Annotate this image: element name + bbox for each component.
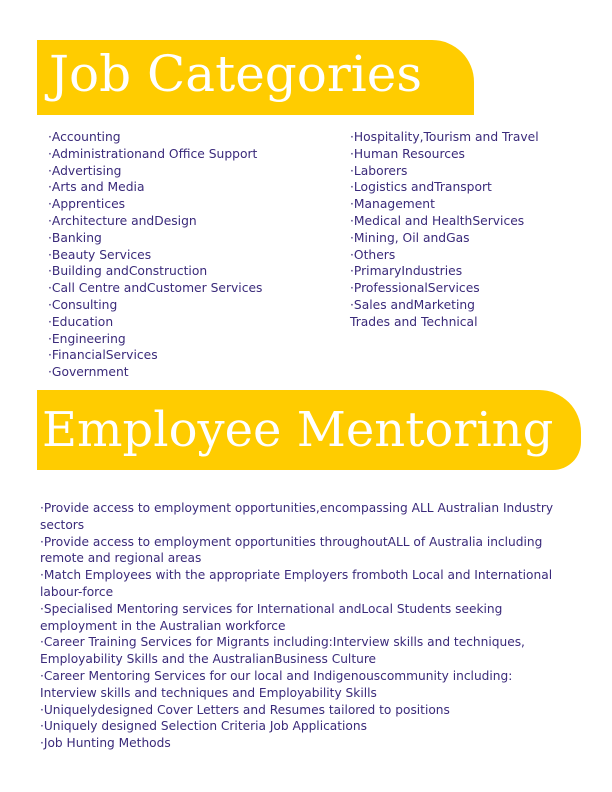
list-item: ·Accounting <box>48 130 121 144</box>
list-item: ·FinancialServices <box>48 348 158 363</box>
list-item: ·Others <box>350 247 396 262</box>
list-item: ·Laborers <box>350 163 408 178</box>
list-item: ·ProfessionalServices <box>350 281 480 296</box>
list-item: ·Career Training Services for Migrants including:Interview skills and techniques, Employability Skills and the AustralianBusiness Culture <box>40 635 525 667</box>
job-categories-right-column <box>350 129 539 331</box>
job-categories-heading: Job Categories <box>37 40 474 115</box>
list-item: ·Career Mentoring Services for our local and Indigenouscommunity including: Interview skills and techniques and Employability Skills <box>40 668 513 700</box>
list-item: ·Advertising <box>48 163 122 178</box>
list-item: ·Administrationand Office Support <box>48 146 258 161</box>
job-categories-left-column <box>48 129 262 381</box>
list-item: ·Provide access to employment opportunities throughoutALL of Australia including remote and regional areas <box>40 534 543 566</box>
list-item: ·Education <box>48 314 114 329</box>
employee-mentoring-heading: Employee Mentoring <box>37 390 581 470</box>
list-item: ·Management <box>350 197 435 212</box>
list-item: ·Logistics andTransport <box>350 180 492 195</box>
mentoring-services-list <box>40 500 570 752</box>
list-item: Trades and Technical <box>350 314 478 329</box>
list-item: ·Medical and HealthServices <box>350 213 525 228</box>
list-item: ·Specialised Mentoring services for International andLocal Students seeking employment in the Australian workforce <box>40 601 503 633</box>
list-item: ·Arts and Media <box>48 180 145 195</box>
list-item: ·Banking <box>48 230 102 245</box>
list-item: ·PrimaryIndustries <box>350 264 463 279</box>
list-item: ·Government <box>48 365 129 380</box>
list-item: ·Apprentices <box>48 197 126 212</box>
list-item: ·Mining, Oil andGas <box>350 230 470 245</box>
list-item: ·Job Hunting Methods <box>40 736 171 751</box>
list-item: ·Architecture andDesign <box>48 213 197 228</box>
list-item: ·Provide access to employment opportunities,encompassing ALL Australian Industry sectors <box>40 501 554 532</box>
list-item: ·Human Resources <box>350 146 465 161</box>
list-item: ·Building andConstruction <box>48 264 208 279</box>
list-item: ·Sales andMarketing <box>350 297 475 312</box>
list-item: ·Hospitality,Tourism and Travel <box>350 130 539 144</box>
list-item: ·Consulting <box>48 297 118 312</box>
list-item: ·Engineering <box>48 331 126 346</box>
list-item: ·Match Employees with the appropriate Employers fromboth Local and International labour-force <box>40 568 553 599</box>
list-item: ·Uniquelydesigned Cover Letters and Resumes tailored to positions <box>40 702 450 717</box>
list-item: ·Call Centre andCustomer Services <box>48 281 263 296</box>
list-item: ·Uniquely designed Selection Criteria Job Applications <box>40 719 367 734</box>
list-item: ·Beauty Services <box>48 247 152 262</box>
